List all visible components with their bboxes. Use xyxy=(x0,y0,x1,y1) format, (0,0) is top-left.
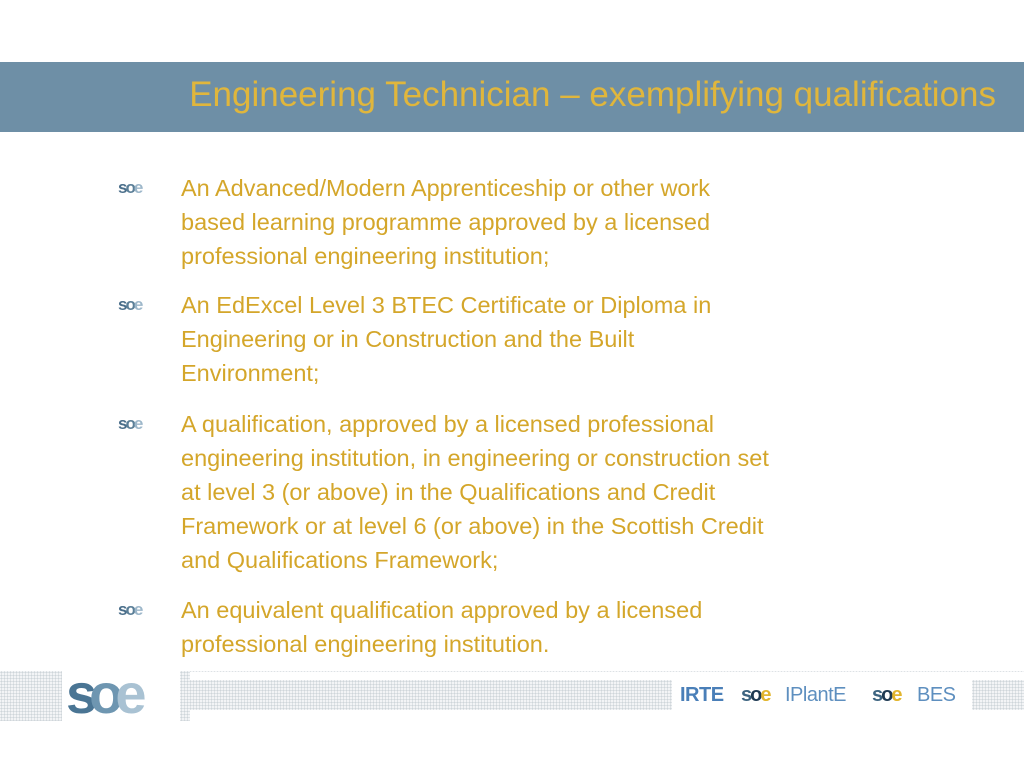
footer-divider xyxy=(190,710,1024,721)
bullet-text: A qualification, approved by a licensed professional engineering institution, in engineering or construction set at level 3 (or above) in the Qualifications and Credit Framework or at level 6 (or above) in the Scottish Credit and Qualifications Framework; xyxy=(181,411,769,573)
soe-bullet-icon: soe xyxy=(118,414,142,433)
soe-logo: soe xyxy=(66,662,139,725)
soe-bullet-icon: soe xyxy=(118,295,142,314)
bullet-text: An equivalent qualification approved by a licensed professional engineering institution. xyxy=(181,597,703,657)
bes-logo: BES xyxy=(917,684,956,706)
soe-small-logo: soe xyxy=(872,684,901,706)
soe-bullet-icon: soe xyxy=(118,600,142,619)
iplante-logo: IPlantE xyxy=(785,684,846,706)
bullet-text: An EdExcel Level 3 BTEC Certificate or Diploma in Engineering or in Construction and the Built Environment; xyxy=(181,292,712,386)
soe-small-logo: soe xyxy=(741,684,770,706)
slide-title: Engineering Technician – exemplifying qualifications xyxy=(189,75,996,114)
irte-logo: IRTE xyxy=(680,684,724,706)
bullet-text: An Advanced/Modern Apprenticeship or other work based learning programme approved by a licensed professional engineering institution; xyxy=(181,175,711,269)
soe-bullet-icon: soe xyxy=(118,178,142,197)
